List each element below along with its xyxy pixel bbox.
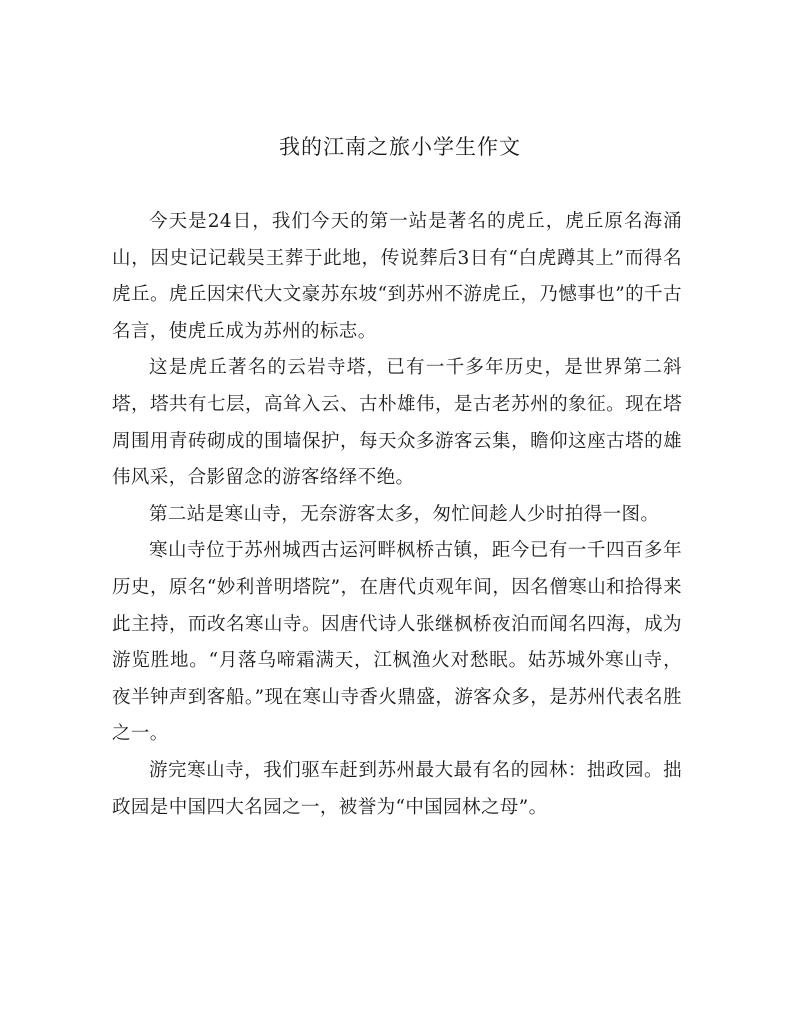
essay-body	[112, 204, 682, 826]
paragraph-4: 寒山寺位于苏州城西古运河畔枫桥古镇，距今已有一千四百多年历史，原名“妙利普明塔院”，在唐代贞观年间，因名僧寒山和拾得来此主持，而改名寒山寺。因唐代诗人张继枫桥夜泊而闻名四海，成为游览胜地。“月落乌啼霜满天，江枫渔火对愁眠。姑苏城外寒山寺，夜半钟声到客船。”现在寒山寺香火鼎盛，游客众多，是苏州代表名胜之一。	[112, 540, 682, 745]
paragraph-1: 今天是24日，我们今天的第一站是著名的虎丘，虎丘原名海涌山，因史记记载吴王葬于此地，传说葬后3日有“白虎蹲其上”而得名虎丘。虎丘因宋代大文豪苏东坡“到苏州不游虎丘，乃憾事也”的千古名言，使虎丘成为苏州的标志。	[112, 211, 682, 342]
paragraph-5: 游完寒山寺，我们驱车赶到苏州最大最有名的园林：拙政园。拙政园是中国四大名园之一，被誉为“中国园林之母”。	[112, 759, 682, 818]
paragraph-3: 第二站是寒山寺，无奈游客太多，匆忙间趁人少时拍得一图。	[149, 503, 660, 525]
page-title: 我的江南之旅小学生作文	[279, 135, 521, 159]
paragraph-2: 这是虎丘著名的云岩寺塔，已有一千多年历史，是世界第二斜塔，塔共有七层，高耸入云、古朴雄伟，是古老苏州的象征。现在塔周围用青砖砌成的围墙保护，每天众多游客云集，瞻仰这座古塔的雄伟风采，合影留念的游客络绎不绝。	[112, 357, 682, 489]
